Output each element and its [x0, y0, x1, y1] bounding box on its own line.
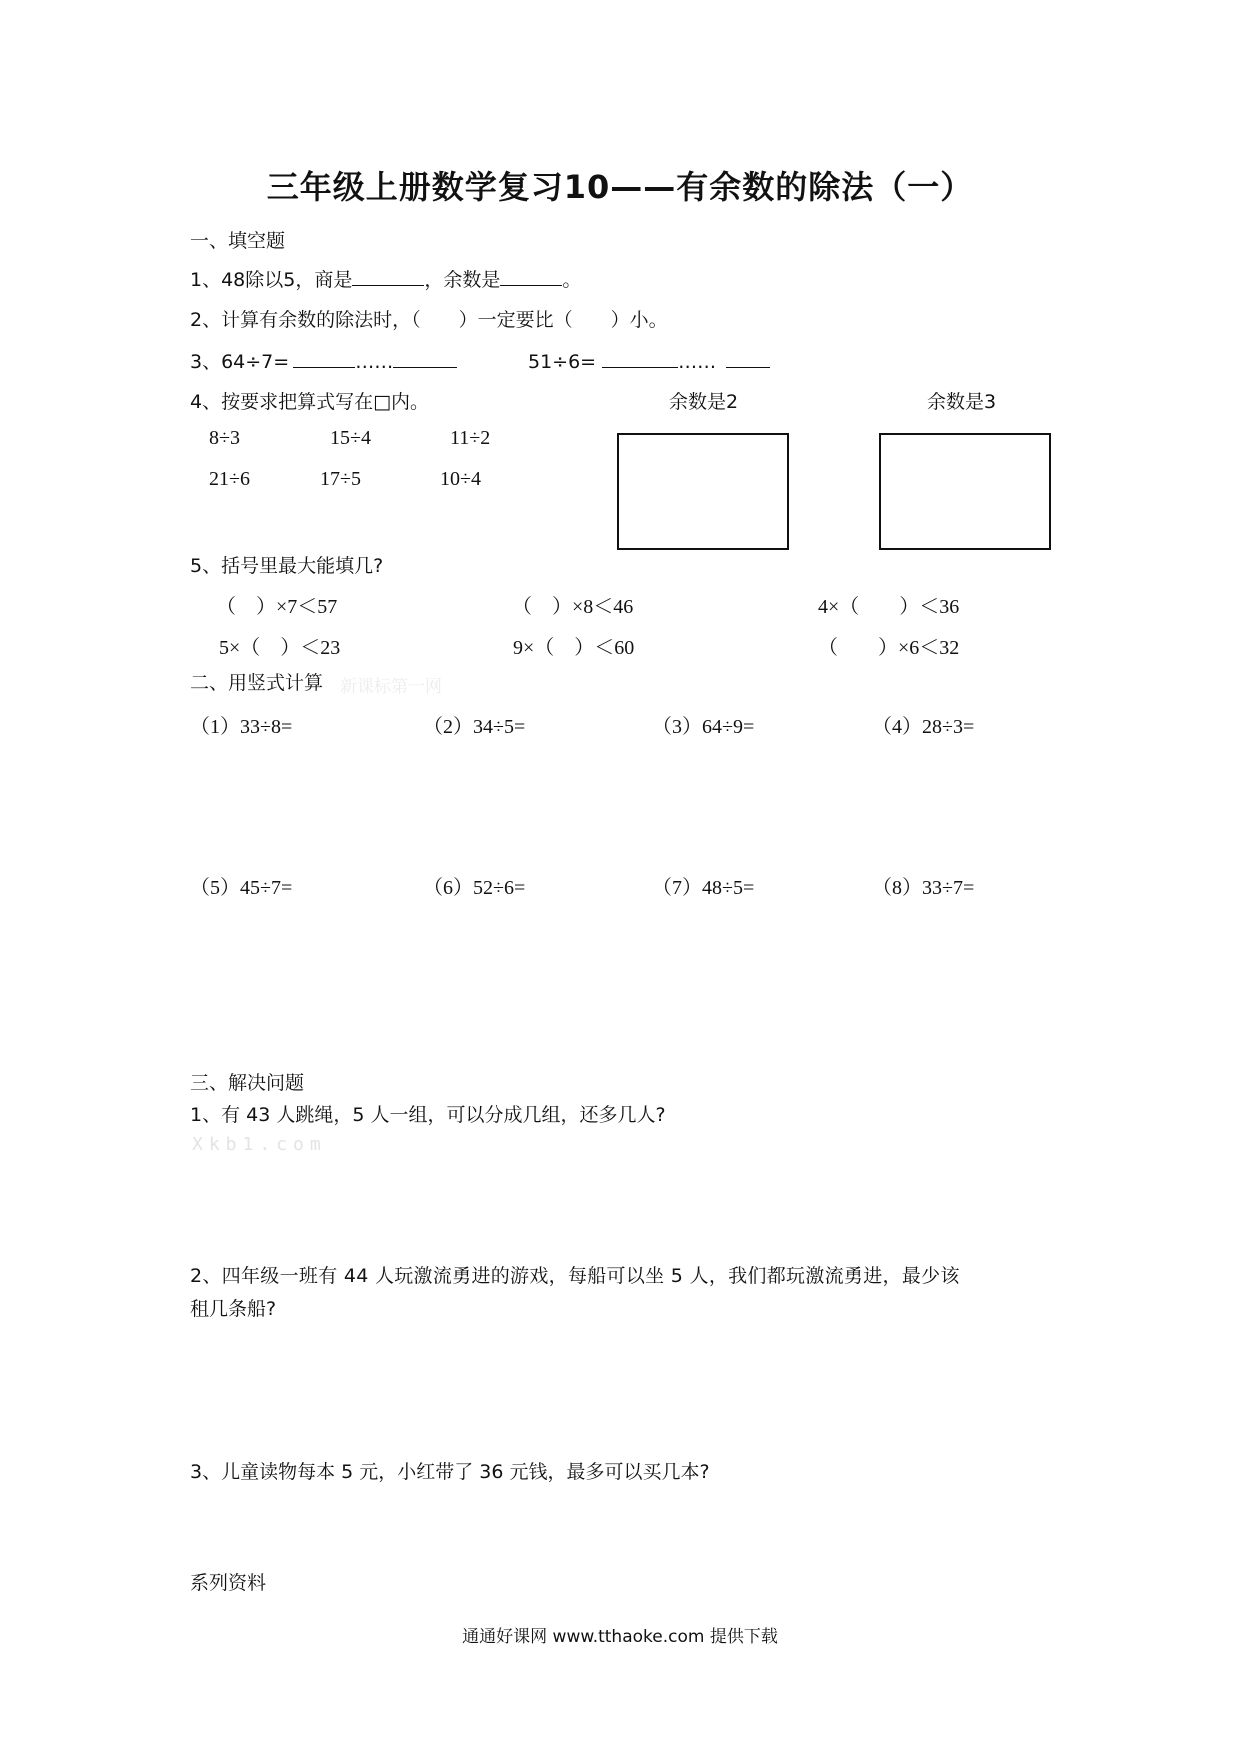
answer-blank-q3b-quotient[interactable]	[602, 347, 678, 368]
answer-blank-q3a-remainder[interactable]	[393, 347, 457, 368]
answer-blank-q3a-quotient[interactable]	[293, 347, 355, 368]
question-5-prompt: 5、括号里最大能填几?	[190, 555, 384, 577]
calc-item: （5）45÷7=	[190, 877, 293, 899]
answer-blank-remainder[interactable]	[500, 265, 562, 286]
calc-item: （4）28÷3=	[872, 716, 975, 738]
q1-text-a: 1、48除以5，商是	[190, 269, 353, 291]
question-2: 2、计算有余数的除法时，（ ）一定要比（ ）小。	[190, 309, 668, 331]
word-problem-2-line1: 2、四年级一班有 44 人玩激流勇进的游戏，每船可以坐 5 人，我们都玩激流勇进，最少该	[190, 1265, 960, 1287]
page-title: 三年级上册数学复习10——有余数的除法（一）	[266, 168, 974, 206]
q5-item: （ ）×6＜32	[818, 637, 960, 659]
watermark-text: Xkb1.com	[192, 1134, 327, 1155]
answer-blank-q3b-remainder[interactable]	[726, 347, 770, 368]
word-problem-3: 3、儿童读物每本 5 元，小红带了 36 元钱，最多可以买几本?	[190, 1461, 710, 1483]
question-3b	[528, 347, 770, 373]
section-heading-fill-blank: 一、填空题	[190, 230, 286, 252]
q5-item: （ ）×8＜46	[512, 596, 634, 618]
answer-box-remainder-2[interactable]	[617, 433, 789, 550]
word-problem-1: 1、有 43 人跳绳，5 人一组，可以分成几组，还多几人?	[190, 1104, 666, 1126]
q3-dots-a: ……	[355, 351, 394, 373]
expr-item: 11÷2	[450, 427, 491, 449]
q5-item: （ ）×7＜57	[216, 596, 338, 618]
calc-item: （7）48÷5=	[652, 877, 755, 899]
section-heading-word-problems: 三、解决问题	[190, 1072, 305, 1094]
series-label: 系列资料	[190, 1572, 267, 1594]
question-4-prompt: 4、按要求把算式写在□内。	[190, 391, 430, 413]
question-3	[190, 347, 457, 374]
question-1	[190, 265, 581, 292]
expr-item: 15÷4	[330, 427, 371, 449]
answer-blank-quotient[interactable]	[352, 265, 424, 286]
q1-text-c: 。	[562, 269, 582, 291]
q3-dots-b: ……	[678, 351, 717, 373]
watermark-text: 新课标第一网	[340, 677, 442, 697]
calc-item: （3）64÷9=	[652, 716, 755, 738]
q5-item: 5×（ ）＜23	[219, 637, 341, 659]
q1-text-b: ，余数是	[424, 269, 501, 291]
box1-label: 余数是2	[669, 391, 739, 413]
footer-credit: 通通好课网 www.tthaoke.com 提供下载	[462, 1627, 778, 1647]
expr-item: 8÷3	[209, 427, 240, 449]
box2-label: 余数是3	[927, 391, 997, 413]
word-problem-2-line2: 租几条船?	[190, 1298, 277, 1320]
expr-item: 10÷4	[440, 468, 481, 490]
section-heading-vertical-calc: 二、用竖式计算	[190, 672, 324, 694]
calc-item: （6）52÷6=	[423, 877, 526, 899]
q3-expr-a: 3、64÷7=	[190, 351, 290, 373]
q5-item: 4×（ ）＜36	[818, 596, 960, 618]
expr-item: 17÷5	[320, 468, 361, 490]
answer-box-remainder-3[interactable]	[879, 433, 1051, 550]
calc-item: （1）33÷8=	[190, 716, 293, 738]
q3-expr-b: 51÷6=	[528, 351, 597, 373]
calc-item: （8）33÷7=	[872, 877, 975, 899]
calc-item: （2）34÷5=	[423, 716, 526, 738]
q5-item: 9×（ ）＜60	[513, 637, 635, 659]
expr-item: 21÷6	[209, 468, 250, 490]
